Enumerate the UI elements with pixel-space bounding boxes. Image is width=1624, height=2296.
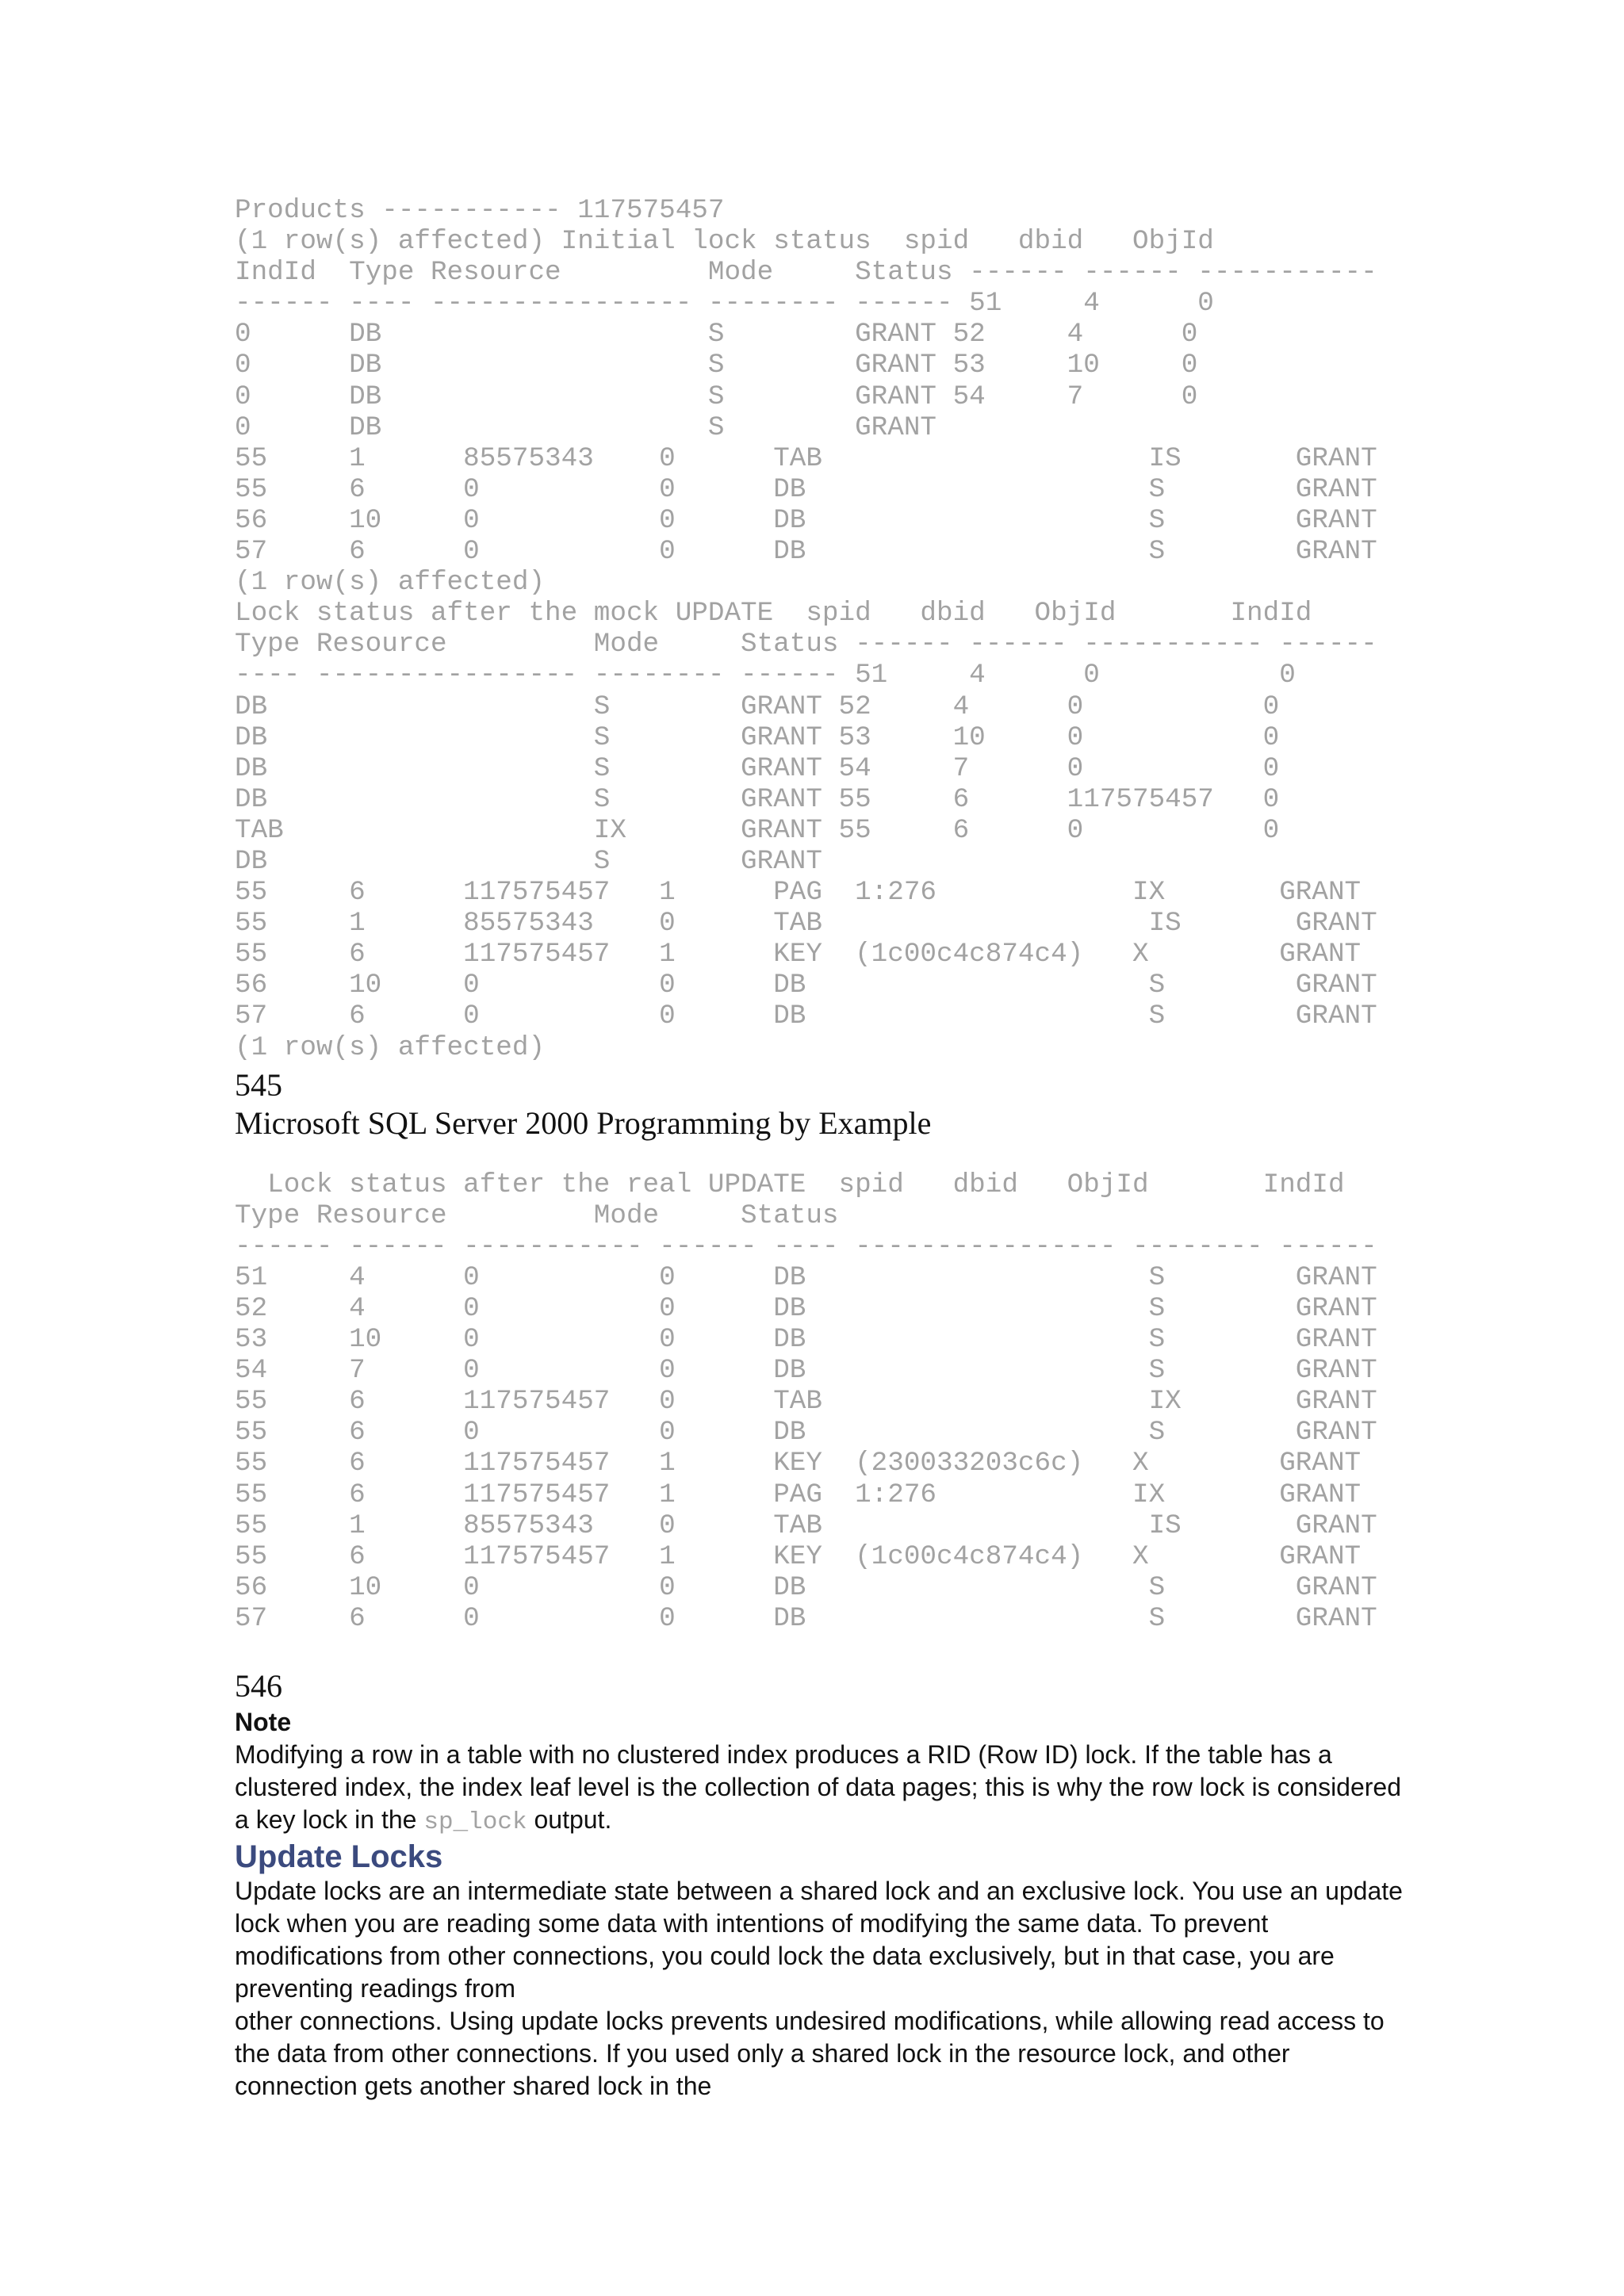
note-text-end: output.: [527, 1805, 612, 1835]
inline-code-sp-lock: sp_lock: [423, 1808, 527, 1837]
note-paragraph: [235, 1739, 1408, 1839]
section-paragraph: Update locks are an intermediate state between a shared lock and an exclusive lock. You use an update lock when you are reading some data with intentions of modifying the same data. To prevent modifications from other connections, you could lock the data exclusively, but in that case, you are preventing readings from: [235, 1877, 1403, 2003]
page-number: 546: [235, 1668, 282, 1705]
lock-status-listing-real-update: Lock status after the real UPDATE spid dbid ObjId IndId Type Resource Mode Status ------ ------ ----------- ------ ---- ---------------- -------- ------ 51 4 0 0 DB S GRANT 52 4 0 0 DB S GRANT 53 10 0 0 DB S GRANT 54 7 0 0 DB S GRANT 55 6 117575457 0 TAB IX GRANT 55 6 0 0 DB S GRANT 55 6 117575457 1 KEY (230033203c6c) X GRANT 55 6 117575457 1 PAG 1:276 IX GRANT 55 1 85575343 0 TAB IS GRANT 55 6 117575457 1 KEY (1c00c4c874c4) X GRANT 56 10 0 0 DB S GRANT 57 6 0 0 DB S GRANT: [235, 1169, 1377, 1634]
section-paragraph: other connections. Using update locks prevents undesired modifications, while allowing read access to the data from other connections. If you used only a shared lock in the resource lock, and other connection gets another shared lock in the: [235, 2007, 1385, 2101]
document-page: [235, 195, 1408, 2103]
running-book-title: Microsoft SQL Server 2000 Programming by Example: [235, 1104, 932, 1141]
lock-status-listing-initial-and-mock: Products ----------- 117575457 (1 row(s) affected) Initial lock status spid dbid ObjId IndId Type Resource Mode Status ------ ------ ----------- ------ ---- ---------------- -------- ------ 51 4 0 0 DB S GRANT 52 4 0 0 DB S GRANT 53 10 0 0 DB S GRANT 54 7 0 0 DB S GRANT 55 1 85575343 0 TAB IS GRANT 55 6 0 0 DB S GRANT 56 10 0 0 DB S GRANT 57 6 0 0 DB S GRANT (1 row(s) affected) Lock status after the mock UPDATE spid dbid ObjId IndId Type Resource Mode Status ------ ------ ----------- ------ ---- ---------------- -------- ------ 51 4 0 0 DB S GRANT 52 4 0 0 DB S GRANT 53 10 0 0 DB S GRANT 54 7 0 0 DB S GRANT 55 6 117575457 0 TAB IX GRANT 55 6 0 0 DB S GRANT 55 6 117575457 1 PAG 1:276 IX GRANT 55 1 85575343 0 TAB IS GRANT 55 6 117575457 1 KEY (1c00c4c874c4) X GRANT 56 10 0 0 DB S GRANT 57 6 0 0 DB S GRANT (1 row(s) affected): [235, 195, 1377, 1063]
section-heading-update-locks: Update Locks: [235, 1839, 443, 1875]
note-text: Modifying a row in a table with no clustered index produces a RID (Row ID) lock. If the table has a clustered index, the index leaf level is the collection of data pages; this is why the row lock is considered a key lock in the: [235, 1740, 1402, 1835]
note-heading: Note: [235, 1708, 292, 1737]
page-number: 545: [235, 1066, 282, 1103]
